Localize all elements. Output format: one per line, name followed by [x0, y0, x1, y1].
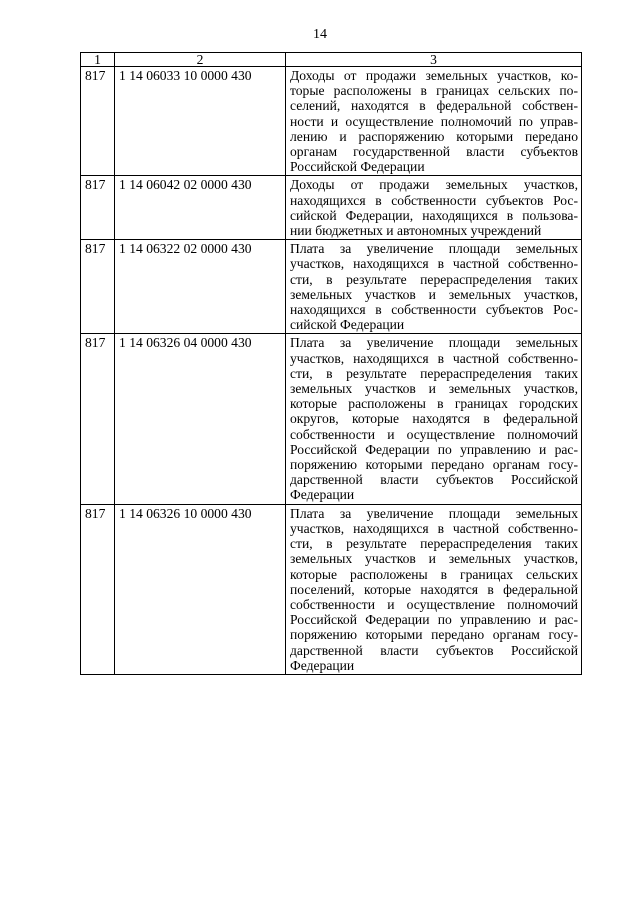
admin-code-cell: 817 — [81, 334, 115, 504]
description-line: сти, в результате перераспределения таких — [290, 365, 578, 381]
description-line: находящихся в собственности субъектов Рос- — [290, 192, 578, 208]
description-line: сти, в результате перераспределения таких — [290, 271, 578, 287]
description-line: дарственной власти субъектов Российской — [290, 642, 578, 658]
description-line: дарственной власти субъектов Российской — [290, 472, 578, 488]
revenue-description-cell — [286, 240, 582, 334]
description-line: ности и осуществление полномочий по управ- — [290, 113, 578, 129]
description-line: Доходы от продажи земельных участков, ко- — [290, 68, 578, 83]
admin-code-cell: 817 — [81, 240, 115, 334]
description-line: земельных участков и земельных участков, — [290, 551, 578, 567]
budget-classification-code-cell: 1 14 06326 04 0000 430 — [115, 334, 286, 504]
description-line: Доходы от продажи земельных участков, — [290, 177, 578, 193]
description-line: участков, находящихся в частной собственно- — [290, 256, 578, 272]
description-line: которые расположены в границах сельских — [290, 566, 578, 582]
description-line: сти, в результате перераспределения таких — [290, 536, 578, 552]
description-line: поряжению которыми передано органам госу- — [290, 627, 578, 643]
column-header-3: 3 — [286, 53, 582, 67]
description-line: земельных участков и земельных участков, — [290, 381, 578, 397]
description-line: Российской Федерации по управлению и рас- — [290, 441, 578, 457]
description-line: Плата за увеличение площади земельных — [290, 241, 578, 257]
revenue-description-cell — [286, 504, 582, 674]
description-line: селений, находятся в федеральной собствен- — [290, 98, 578, 114]
description-line: Плата за увеличение площади земельных — [290, 335, 578, 351]
description-line: лению и распоряжению которыми передано — [290, 128, 578, 144]
description-line: органам государственной власти субъектов — [290, 144, 578, 160]
table-row — [81, 334, 582, 504]
description-line: собственности и осуществление полномочий — [290, 596, 578, 612]
description-line: участков, находящихся в частной собственно- — [290, 520, 578, 536]
table-row — [81, 240, 582, 334]
admin-code-cell: 817 — [81, 504, 115, 674]
description-line: Российской Федерации по управлению и рас- — [290, 612, 578, 628]
description-line: поселений, которые находятся в федеральной — [290, 581, 578, 597]
description-line: Российской Федерации — [290, 159, 425, 175]
description-line: округов, которые находятся в федеральной — [290, 411, 578, 427]
admin-code-cell: 817 — [81, 176, 115, 240]
revenue-description-cell — [286, 334, 582, 504]
page-number: 14 — [313, 27, 327, 42]
description-line: находящихся в собственности субъектов Рос- — [290, 302, 578, 318]
budget-classification-code-cell: 1 14 06322 02 0000 430 — [115, 240, 286, 334]
table-row — [81, 176, 582, 240]
table-row — [81, 504, 582, 674]
description-line: сийской Федерации — [290, 317, 405, 333]
column-header-1: 1 — [81, 53, 115, 67]
description-line: торые расположены в границах сельских по- — [290, 83, 578, 99]
description-line: сийской Федерации, находящихся в пользова- — [290, 207, 578, 223]
table-row — [81, 67, 582, 176]
description-line: Федерации — [290, 657, 355, 673]
budget-classification-code-cell: 1 14 06033 10 0000 430 — [115, 67, 286, 176]
description-line: Плата за увеличение площади земельных — [290, 505, 578, 521]
description-line: поряжению которыми передано органам госу- — [290, 457, 578, 473]
description-line: нии бюджетных и автономных учреждений — [290, 223, 542, 239]
revenue-codes-table — [80, 52, 582, 675]
table-header-row — [81, 53, 582, 67]
budget-classification-code-cell: 1 14 06326 10 0000 430 — [115, 504, 286, 674]
description-line: Федерации — [290, 487, 355, 503]
description-line: участков, находящихся в частной собственно- — [290, 350, 578, 366]
budget-classification-code-cell: 1 14 06042 02 0000 430 — [115, 176, 286, 240]
table-body — [81, 67, 582, 675]
admin-code-cell: 817 — [81, 67, 115, 176]
column-header-2: 2 — [115, 53, 286, 67]
description-line: которые расположены в границах городских — [290, 396, 578, 412]
revenue-description-cell — [286, 67, 582, 176]
description-line: собственности и осуществление полномочий — [290, 426, 578, 442]
revenue-description-cell — [286, 176, 582, 240]
description-line: земельных участков и земельных участков, — [290, 286, 578, 302]
